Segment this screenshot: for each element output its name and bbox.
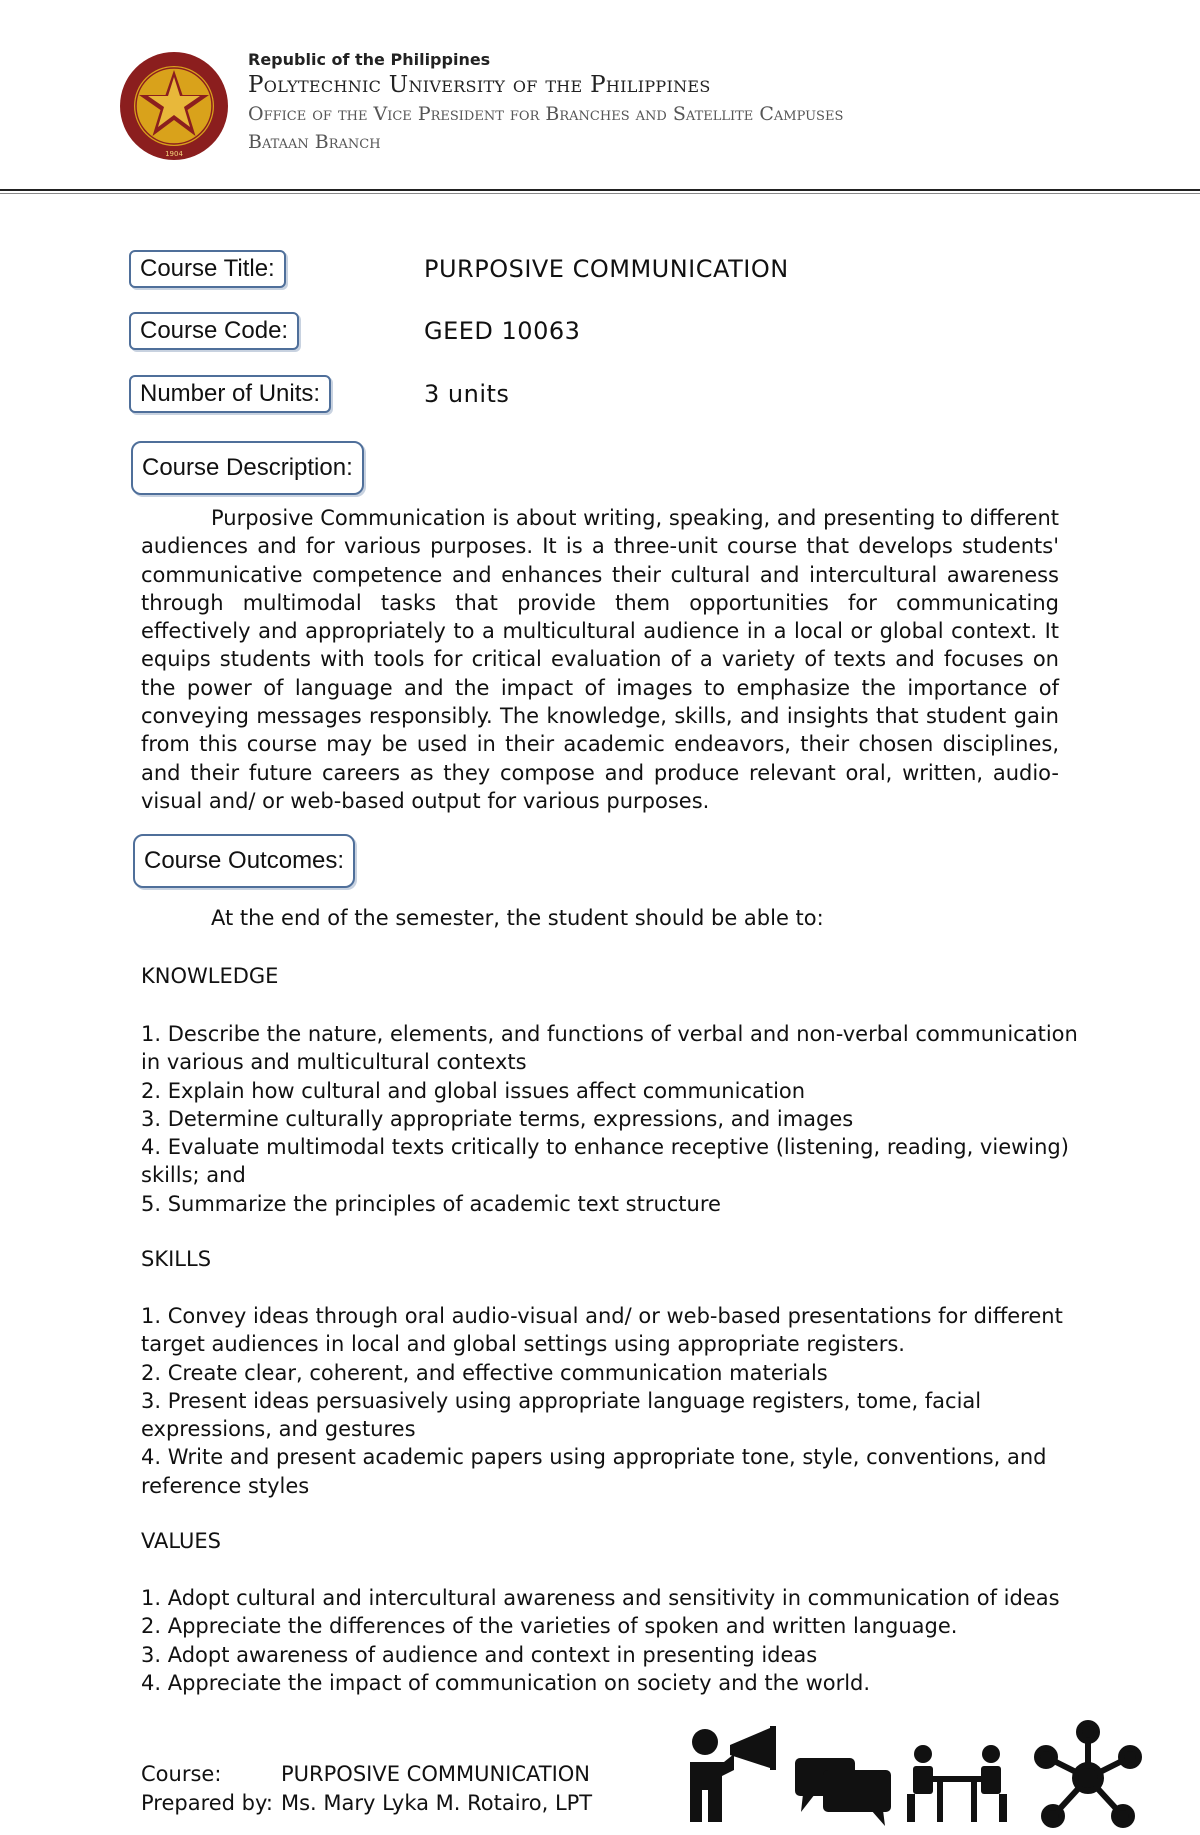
meeting-people-icon	[907, 1745, 1007, 1822]
footer-prepared-row	[141, 1789, 592, 1818]
list-item: 2. Appreciate the differences of the varieties of spoken and written language.	[141, 1614, 958, 1639]
skills-list	[141, 1302, 1081, 1500]
university-seal-icon	[118, 50, 230, 162]
footer-course-label: Course:	[141, 1762, 222, 1786]
course-code-label: Course Code:	[129, 312, 299, 350]
footer-course-value: PURPOSIVE COMMUNICATION	[281, 1762, 591, 1786]
list-item: 3. Present ideas persuasively using appropriate language registers, tome, facial expressions, and gestures	[141, 1388, 982, 1442]
header-divider-thin	[0, 193, 1200, 194]
chat-bubbles-icon	[795, 1758, 891, 1826]
university-name: Polytechnic University of the Philippines	[248, 72, 711, 98]
branch-name: Bataan Branch	[248, 131, 381, 153]
footer-course-row	[141, 1760, 592, 1789]
list-item: 3. Adopt awareness of audience and context in presenting ideas	[141, 1642, 818, 1667]
network-icon	[1037, 1723, 1139, 1825]
course-code-value: GEED 10063	[424, 317, 581, 345]
knowledge-list	[141, 1020, 1081, 1218]
course-title-value: PURPOSIVE COMMUNICATION	[424, 255, 789, 283]
skills-heading: SKILLS	[141, 1247, 212, 1271]
list-item: 4. Appreciate the impact of communication on society and the world.	[141, 1670, 871, 1695]
office-name: Office of the Vice President for Branches and Satellite Campuses	[248, 103, 844, 125]
header-divider	[0, 189, 1200, 191]
course-outcomes-label: Course Outcomes:	[133, 834, 355, 888]
knowledge-heading: KNOWLEDGE	[141, 964, 279, 988]
seal-year: 1904	[165, 150, 183, 158]
footer	[141, 1760, 592, 1817]
republic-line: Republic of the Philippines	[248, 50, 491, 69]
list-item: 3. Determine culturally appropriate terms, expressions, and images	[141, 1106, 854, 1131]
megaphone-speaker-icon	[690, 1726, 776, 1822]
course-description-text: Purposive Communication is about writing, speaking, and presenting to different audiences and for various purposes. It is a three-unit course that develops students' communicative competence and enhances their cultural and intercultural awareness through multimodal tasks that provide them opportunities for communicating effectively and appropriately to a multicultural audience in a local or global context. It equips students with tools for critical evaluation of a variety of texts and focuses on the power of language and the impact of images to emphasize the importance of conveying messages responsibly. The knowledge, skills, and insights that student gain from this course may be used in their academic endeavors, their chosen disciplines, and their future careers as they compose and produce relevant oral, written, audio-visual and/ or web-based output for various purposes.	[141, 506, 1059, 813]
footer-prepared-label: Prepared by:	[141, 1790, 273, 1815]
values-heading: VALUES	[141, 1529, 222, 1553]
course-title-label: Course Title:	[129, 250, 286, 288]
units-label: Number of Units:	[129, 375, 331, 413]
outcomes-intro: At the end of the semester, the student should be able to:	[211, 906, 824, 930]
list-item: 1. Adopt cultural and intercultural awareness and sensitivity in communication of ideas	[141, 1586, 1060, 1610]
list-item: 2. Create clear, coherent, and effective communication materials	[141, 1360, 828, 1385]
list-item: 2. Explain how cultural and global issues affect communication	[141, 1078, 806, 1103]
course-description	[141, 504, 1059, 815]
list-item: 5. Summarize the principles of academic text structure	[141, 1191, 721, 1216]
list-item: 4. Evaluate multimodal texts critically to enhance receptive (listening, reading, viewing) skills; and	[141, 1135, 1069, 1188]
letterhead	[0, 0, 1200, 195]
list-item: 4. Write and present academic papers using appropriate tone, style, conventions, and reference styles	[141, 1445, 1047, 1498]
list-item: 1. Describe the nature, elements, and functions of verbal and non-verbal communication in various and multicultural contexts	[141, 1022, 1078, 1075]
units-value: 3 units	[424, 380, 510, 408]
course-description-label: Course Description:	[131, 441, 364, 495]
footer-icons	[685, 1720, 1155, 1830]
letterhead-text	[248, 50, 843, 156]
footer-prepared-value: Ms. Mary Lyka M. Rotairo, LPT	[281, 1790, 593, 1815]
values-list	[141, 1584, 1081, 1697]
list-item: 1. Convey ideas through oral audio-visual and/ or web-based presentations for different target audiences in local and global settings using appropriate registers.	[141, 1304, 1063, 1357]
